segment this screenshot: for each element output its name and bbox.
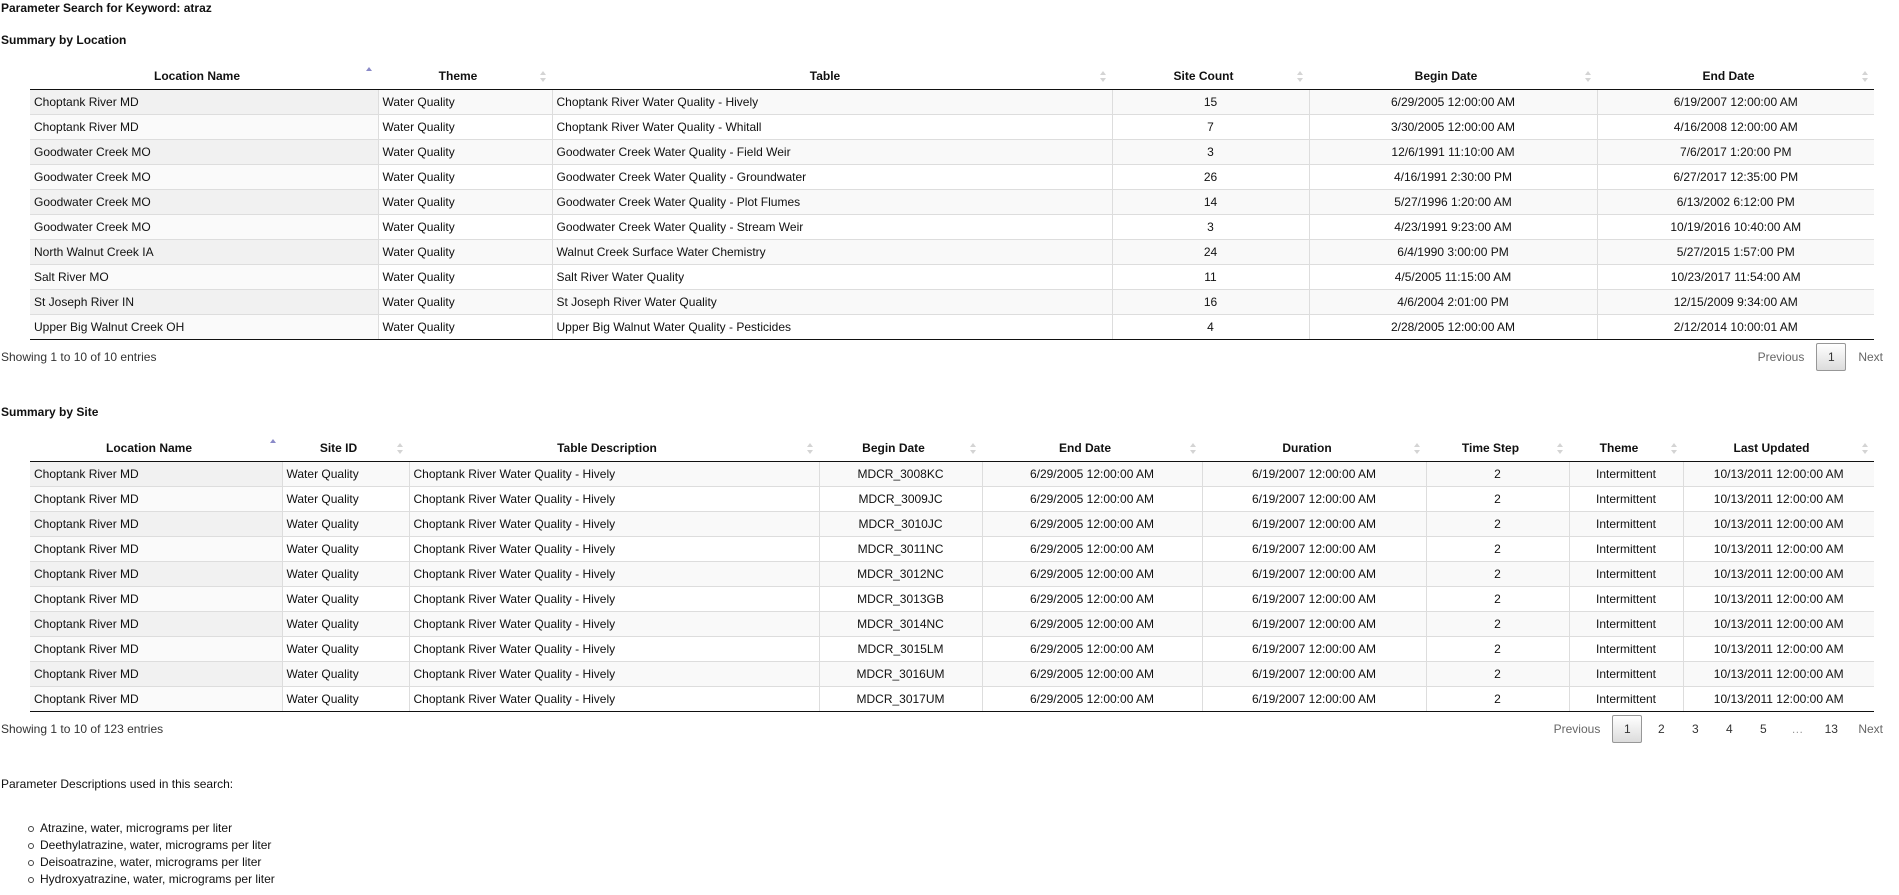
cell-duration: 6/19/2007 12:00:00 AM bbox=[1202, 561, 1426, 586]
cell-end-date: 10/19/2016 10:40:00 AM bbox=[1597, 214, 1874, 239]
column-header-label: Location Name bbox=[105, 441, 192, 456]
column-header-begin-date[interactable] bbox=[1309, 64, 1597, 89]
cell-end-date: 6/29/2005 12:00:00 AM bbox=[982, 461, 1202, 486]
page-button-13[interactable]: 13 bbox=[1824, 722, 1838, 736]
sort-arrows-icon bbox=[396, 443, 403, 454]
column-header-label: End Date bbox=[1058, 441, 1111, 456]
table-row bbox=[30, 536, 1874, 561]
page-button-4[interactable]: 4 bbox=[1725, 722, 1733, 736]
table-row bbox=[30, 239, 1874, 264]
sort-arrows-icon bbox=[1413, 443, 1420, 454]
cell-end-date: 6/29/2005 12:00:00 AM bbox=[982, 686, 1202, 711]
cell-table: Walnut Creek Surface Water Chemistry bbox=[552, 239, 1112, 264]
cell-duration: 6/19/2007 12:00:00 AM bbox=[1202, 611, 1426, 636]
cell-begin-date: MDCR_3016UM bbox=[819, 661, 982, 686]
column-header-label: Table bbox=[809, 69, 841, 84]
cell-begin-date: 4/6/2004 2:01:00 PM bbox=[1309, 289, 1597, 314]
sort-arrows-icon bbox=[1099, 71, 1106, 82]
cell-last-updated: 10/13/2011 12:00:00 AM bbox=[1683, 611, 1874, 636]
sort-arrows-icon bbox=[1584, 71, 1591, 82]
table-row bbox=[30, 264, 1874, 289]
cell-location-name: North Walnut Creek IA bbox=[30, 239, 378, 264]
cell-table: Goodwater Creek Water Quality - Groundwater bbox=[552, 164, 1112, 189]
cell-last-updated: 10/13/2011 12:00:00 AM bbox=[1683, 461, 1874, 486]
cell-theme: Water Quality bbox=[378, 239, 552, 264]
cell-location-name: Goodwater Creek MO bbox=[30, 139, 378, 164]
cell-table: Salt River Water Quality bbox=[552, 264, 1112, 289]
cell-end-date: 6/13/2002 6:12:00 PM bbox=[1597, 189, 1874, 214]
cell-end-date: 6/29/2005 12:00:00 AM bbox=[982, 586, 1202, 611]
cell-table: Goodwater Creek Water Quality - Plot Flumes bbox=[552, 189, 1112, 214]
cell-table-description: Choptank River Water Quality - Hively bbox=[409, 636, 819, 661]
column-header-end-date[interactable] bbox=[1597, 64, 1874, 89]
cell-table-description: Choptank River Water Quality - Hively bbox=[409, 536, 819, 561]
cell-table: Choptank River Water Quality - Hively bbox=[552, 89, 1112, 114]
page-button-1[interactable]: 1 bbox=[1816, 343, 1846, 371]
cell-duration: 6/19/2007 12:00:00 AM bbox=[1202, 636, 1426, 661]
cell-end-date: 6/29/2005 12:00:00 AM bbox=[982, 536, 1202, 561]
cell-begin-date: 6/4/1990 3:00:00 PM bbox=[1309, 239, 1597, 264]
table-row bbox=[30, 314, 1874, 339]
cell-site-count: 15 bbox=[1112, 89, 1309, 114]
cell-table-description: Choptank River Water Quality - Hively bbox=[409, 686, 819, 711]
cell-begin-date: MDCR_3015LM bbox=[819, 636, 982, 661]
cell-begin-date: 4/23/1991 9:23:00 AM bbox=[1309, 214, 1597, 239]
sort-arrows-icon bbox=[969, 443, 976, 454]
cell-site-count: 3 bbox=[1112, 139, 1309, 164]
cell-theme: Water Quality bbox=[378, 114, 552, 139]
column-header-table-description[interactable] bbox=[409, 436, 819, 461]
table-row bbox=[30, 164, 1874, 189]
column-header-table[interactable] bbox=[552, 64, 1112, 89]
cell-begin-date: MDCR_3010JC bbox=[819, 511, 982, 536]
table-row bbox=[30, 636, 1874, 661]
cell-theme: Intermittent bbox=[1569, 586, 1683, 611]
sort-arrows-icon bbox=[806, 443, 813, 454]
cell-theme: Water Quality bbox=[378, 139, 552, 164]
cell-end-date: 4/16/2008 12:00:00 AM bbox=[1597, 114, 1874, 139]
parameter-description-item: Atrazine, water, micrograms per liter bbox=[26, 820, 275, 837]
cell-location-name: Choptank River MD bbox=[30, 586, 282, 611]
column-header-theme[interactable] bbox=[1569, 436, 1683, 461]
cell-end-date: 6/19/2007 12:00:00 AM bbox=[1597, 89, 1874, 114]
parameter-description-item: Deisoatrazine, water, micrograms per liter bbox=[26, 854, 275, 871]
cell-begin-date: MDCR_3008KC bbox=[819, 461, 982, 486]
cell-end-date: 2/12/2014 10:00:01 AM bbox=[1597, 314, 1874, 339]
summary-by-site-table bbox=[30, 436, 1874, 712]
cell-begin-date: MDCR_3014NC bbox=[819, 611, 982, 636]
table-row bbox=[30, 486, 1874, 511]
column-header-label: Time Step bbox=[1461, 441, 1520, 456]
cell-end-date: 6/27/2017 12:35:00 PM bbox=[1597, 164, 1874, 189]
cell-theme: Intermittent bbox=[1569, 686, 1683, 711]
table-row bbox=[30, 661, 1874, 686]
cell-table-description: Choptank River Water Quality - Hively bbox=[409, 661, 819, 686]
pagination-ellipsis: … bbox=[1791, 722, 1804, 736]
table-row bbox=[30, 114, 1874, 139]
cell-location-name: Choptank River MD bbox=[30, 114, 378, 139]
cell-theme: Intermittent bbox=[1569, 461, 1683, 486]
cell-location-name: Choptank River MD bbox=[30, 511, 282, 536]
site-table-pagination bbox=[1542, 715, 1891, 743]
cell-begin-date: MDCR_3009JC bbox=[819, 486, 982, 511]
cell-site-id: Water Quality bbox=[282, 636, 409, 661]
cell-duration: 6/19/2007 12:00:00 AM bbox=[1202, 586, 1426, 611]
cell-duration: 6/19/2007 12:00:00 AM bbox=[1202, 686, 1426, 711]
cell-site-count: 11 bbox=[1112, 264, 1309, 289]
table-row bbox=[30, 561, 1874, 586]
cell-site-id: Water Quality bbox=[282, 536, 409, 561]
cell-begin-date: 12/6/1991 11:10:00 AM bbox=[1309, 139, 1597, 164]
cell-theme: Intermittent bbox=[1569, 536, 1683, 561]
cell-end-date: 6/29/2005 12:00:00 AM bbox=[982, 561, 1202, 586]
summary-by-location-title: Summary by Location bbox=[1, 33, 127, 47]
column-header-site-id[interactable] bbox=[282, 436, 409, 461]
cell-begin-date: 5/27/1996 1:20:00 AM bbox=[1309, 189, 1597, 214]
cell-begin-date: 4/5/2005 11:15:00 AM bbox=[1309, 264, 1597, 289]
column-header-label: Theme bbox=[1599, 441, 1639, 456]
cell-time-step: 2 bbox=[1426, 636, 1569, 661]
cell-end-date: 5/27/2015 1:57:00 PM bbox=[1597, 239, 1874, 264]
column-header-theme[interactable] bbox=[378, 64, 552, 89]
cell-time-step: 2 bbox=[1426, 686, 1569, 711]
next-page-button[interactable]: Next bbox=[1858, 722, 1883, 736]
cell-duration: 6/19/2007 12:00:00 AM bbox=[1202, 486, 1426, 511]
table-row bbox=[30, 139, 1874, 164]
sort-ascending-icon bbox=[269, 439, 276, 450]
table-row bbox=[30, 686, 1874, 711]
cell-time-step: 2 bbox=[1426, 536, 1569, 561]
cell-location-name: Choptank River MD bbox=[30, 636, 282, 661]
location-table-info: Showing 1 to 10 of 10 entries bbox=[1, 350, 157, 364]
cell-site-count: 4 bbox=[1112, 314, 1309, 339]
cell-last-updated: 10/13/2011 12:00:00 AM bbox=[1683, 561, 1874, 586]
cell-theme: Intermittent bbox=[1569, 561, 1683, 586]
cell-table: Upper Big Walnut Water Quality - Pesticides bbox=[552, 314, 1112, 339]
table-row bbox=[30, 89, 1874, 114]
table-header-row bbox=[30, 64, 1874, 89]
table-row bbox=[30, 611, 1874, 636]
cell-end-date: 6/29/2005 12:00:00 AM bbox=[982, 611, 1202, 636]
column-header-label: Last Updated bbox=[1733, 441, 1810, 456]
sort-arrows-icon bbox=[1861, 71, 1868, 82]
cell-time-step: 2 bbox=[1426, 661, 1569, 686]
cell-location-name: Upper Big Walnut Creek OH bbox=[30, 314, 378, 339]
cell-time-step: 2 bbox=[1426, 511, 1569, 536]
column-header-label: Site ID bbox=[319, 441, 358, 456]
cell-site-count: 24 bbox=[1112, 239, 1309, 264]
cell-location-name: Choptank River MD bbox=[30, 561, 282, 586]
cell-end-date: 12/15/2009 9:34:00 AM bbox=[1597, 289, 1874, 314]
cell-site-id: Water Quality bbox=[282, 486, 409, 511]
cell-last-updated: 10/13/2011 12:00:00 AM bbox=[1683, 486, 1874, 511]
cell-table: Choptank River Water Quality - Whitall bbox=[552, 114, 1112, 139]
cell-site-id: Water Quality bbox=[282, 511, 409, 536]
cell-time-step: 2 bbox=[1426, 611, 1569, 636]
sort-arrows-icon bbox=[1670, 443, 1677, 454]
cell-last-updated: 10/13/2011 12:00:00 AM bbox=[1683, 636, 1874, 661]
column-header-location-name[interactable] bbox=[30, 436, 282, 461]
column-header-label: Duration bbox=[1282, 441, 1332, 456]
column-header-duration[interactable] bbox=[1202, 436, 1426, 461]
cell-theme: Intermittent bbox=[1569, 611, 1683, 636]
cell-begin-date: 2/28/2005 12:00:00 AM bbox=[1309, 314, 1597, 339]
cell-table-description: Choptank River Water Quality - Hively bbox=[409, 586, 819, 611]
cell-end-date: 10/23/2017 11:54:00 AM bbox=[1597, 264, 1874, 289]
cell-begin-date: MDCR_3017UM bbox=[819, 686, 982, 711]
cell-end-date: 6/29/2005 12:00:00 AM bbox=[982, 636, 1202, 661]
column-header-last-updated[interactable] bbox=[1683, 436, 1874, 461]
parameter-descriptions-intro: Parameter Descriptions used in this search: bbox=[1, 777, 234, 791]
cell-location-name: Choptank River MD bbox=[30, 536, 282, 561]
cell-table: Goodwater Creek Water Quality - Field Weir bbox=[552, 139, 1112, 164]
cell-time-step: 2 bbox=[1426, 586, 1569, 611]
cell-site-count: 3 bbox=[1112, 214, 1309, 239]
previous-page-button[interactable]: Previous bbox=[1757, 350, 1805, 364]
column-header-label: Table Description bbox=[557, 441, 657, 456]
cell-location-name: Choptank River MD bbox=[30, 461, 282, 486]
cell-theme: Intermittent bbox=[1569, 511, 1683, 536]
cell-last-updated: 10/13/2011 12:00:00 AM bbox=[1683, 536, 1874, 561]
cell-table-description: Choptank River Water Quality - Hively bbox=[409, 561, 819, 586]
parameter-description-item: Deethylatrazine, water, micrograms per liter bbox=[26, 837, 275, 854]
cell-last-updated: 10/13/2011 12:00:00 AM bbox=[1683, 661, 1874, 686]
location-table-pagination bbox=[1746, 343, 1891, 371]
cell-theme: Water Quality bbox=[378, 314, 552, 339]
column-header-time-step[interactable] bbox=[1426, 436, 1569, 461]
column-header-label: Theme bbox=[438, 69, 478, 84]
page-button-1[interactable]: 1 bbox=[1612, 715, 1642, 743]
cell-theme: Water Quality bbox=[378, 214, 552, 239]
cell-theme: Intermittent bbox=[1569, 661, 1683, 686]
cell-theme: Intermittent bbox=[1569, 486, 1683, 511]
table-row bbox=[30, 289, 1874, 314]
cell-location-name: Salt River MO bbox=[30, 264, 378, 289]
column-header-label: Location Name bbox=[153, 69, 240, 84]
page-button-5[interactable]: 5 bbox=[1759, 722, 1767, 736]
cell-begin-date: MDCR_3012NC bbox=[819, 561, 982, 586]
cell-table-description: Choptank River Water Quality - Hively bbox=[409, 511, 819, 536]
column-header-label: Site Count bbox=[1173, 69, 1234, 84]
cell-duration: 6/19/2007 12:00:00 AM bbox=[1202, 461, 1426, 486]
sort-arrows-icon bbox=[1296, 71, 1303, 82]
column-header-label: Begin Date bbox=[1414, 69, 1478, 84]
previous-page-button[interactable]: Previous bbox=[1553, 722, 1601, 736]
column-header-label: Begin Date bbox=[862, 441, 925, 456]
table-row bbox=[30, 214, 1874, 239]
cell-site-id: Water Quality bbox=[282, 461, 409, 486]
cell-last-updated: 10/13/2011 12:00:00 AM bbox=[1683, 511, 1874, 536]
page-button-3[interactable]: 3 bbox=[1691, 722, 1699, 736]
column-header-location-name[interactable] bbox=[30, 64, 378, 89]
cell-begin-date: MDCR_3011NC bbox=[819, 536, 982, 561]
cell-site-count: 14 bbox=[1112, 189, 1309, 214]
sort-arrows-icon bbox=[1556, 443, 1563, 454]
cell-site-id: Water Quality bbox=[282, 661, 409, 686]
cell-table: Goodwater Creek Water Quality - Stream Weir bbox=[552, 214, 1112, 239]
cell-location-name: Choptank River MD bbox=[30, 611, 282, 636]
cell-theme: Water Quality bbox=[378, 164, 552, 189]
cell-site-count: 26 bbox=[1112, 164, 1309, 189]
cell-theme: Water Quality bbox=[378, 264, 552, 289]
cell-time-step: 2 bbox=[1426, 461, 1569, 486]
cell-site-count: 7 bbox=[1112, 114, 1309, 139]
cell-theme: Water Quality bbox=[378, 89, 552, 114]
table-header-row bbox=[30, 436, 1874, 461]
cell-location-name: Choptank River MD bbox=[30, 686, 282, 711]
cell-table: St Joseph River Water Quality bbox=[552, 289, 1112, 314]
cell-table-description: Choptank River Water Quality - Hively bbox=[409, 486, 819, 511]
sort-arrows-icon bbox=[539, 71, 546, 82]
cell-end-date: 6/29/2005 12:00:00 AM bbox=[982, 486, 1202, 511]
cell-time-step: 2 bbox=[1426, 486, 1569, 511]
cell-duration: 6/19/2007 12:00:00 AM bbox=[1202, 536, 1426, 561]
cell-time-step: 2 bbox=[1426, 561, 1569, 586]
site-table-info: Showing 1 to 10 of 123 entries bbox=[1, 722, 164, 736]
table-row bbox=[30, 586, 1874, 611]
cell-theme: Water Quality bbox=[378, 289, 552, 314]
cell-duration: 6/19/2007 12:00:00 AM bbox=[1202, 511, 1426, 536]
column-header-label: End Date bbox=[1702, 69, 1755, 84]
cell-last-updated: 10/13/2011 12:00:00 AM bbox=[1683, 686, 1874, 711]
cell-site-id: Water Quality bbox=[282, 611, 409, 636]
parameter-description-item: Hydroxyatrazine, water, micrograms per liter bbox=[26, 871, 275, 888]
cell-table-description: Choptank River Water Quality - Hively bbox=[409, 461, 819, 486]
sort-arrows-icon bbox=[1189, 443, 1196, 454]
table-row bbox=[30, 511, 1874, 536]
sort-arrows-icon bbox=[1861, 443, 1868, 454]
cell-location-name: Choptank River MD bbox=[30, 661, 282, 686]
page-button-2[interactable]: 2 bbox=[1657, 722, 1665, 736]
summary-by-location-table bbox=[30, 64, 1874, 340]
cell-site-count: 16 bbox=[1112, 289, 1309, 314]
cell-end-date: 6/29/2005 12:00:00 AM bbox=[982, 661, 1202, 686]
cell-begin-date: 3/30/2005 12:00:00 AM bbox=[1309, 114, 1597, 139]
column-header-site-count[interactable] bbox=[1112, 64, 1309, 89]
cell-duration: 6/19/2007 12:00:00 AM bbox=[1202, 661, 1426, 686]
next-page-button[interactable]: Next bbox=[1858, 350, 1883, 364]
cell-location-name: Goodwater Creek MO bbox=[30, 164, 378, 189]
cell-site-id: Water Quality bbox=[282, 586, 409, 611]
cell-location-name: Goodwater Creek MO bbox=[30, 214, 378, 239]
summary-by-site-title: Summary by Site bbox=[1, 405, 99, 419]
column-header-end-date[interactable] bbox=[982, 436, 1202, 461]
cell-begin-date: MDCR_3013GB bbox=[819, 586, 982, 611]
cell-location-name: Choptank River MD bbox=[30, 486, 282, 511]
cell-theme: Intermittent bbox=[1569, 636, 1683, 661]
sort-ascending-icon bbox=[365, 67, 372, 78]
cell-begin-date: 6/29/2005 12:00:00 AM bbox=[1309, 89, 1597, 114]
column-header-begin-date[interactable] bbox=[819, 436, 982, 461]
cell-site-id: Water Quality bbox=[282, 686, 409, 711]
table-row bbox=[30, 189, 1874, 214]
cell-end-date: 7/6/2017 1:20:00 PM bbox=[1597, 139, 1874, 164]
cell-end-date: 6/29/2005 12:00:00 AM bbox=[982, 511, 1202, 536]
cell-table-description: Choptank River Water Quality - Hively bbox=[409, 611, 819, 636]
page-title: Parameter Search for Keyword: atraz bbox=[1, 1, 212, 15]
cell-location-name: St Joseph River IN bbox=[30, 289, 378, 314]
cell-location-name: Goodwater Creek MO bbox=[30, 189, 378, 214]
table-row bbox=[30, 461, 1874, 486]
cell-site-id: Water Quality bbox=[282, 561, 409, 586]
cell-last-updated: 10/13/2011 12:00:00 AM bbox=[1683, 586, 1874, 611]
parameter-descriptions-list bbox=[26, 820, 275, 888]
cell-begin-date: 4/16/1991 2:30:00 PM bbox=[1309, 164, 1597, 189]
cell-theme: Water Quality bbox=[378, 189, 552, 214]
cell-location-name: Choptank River MD bbox=[30, 89, 378, 114]
